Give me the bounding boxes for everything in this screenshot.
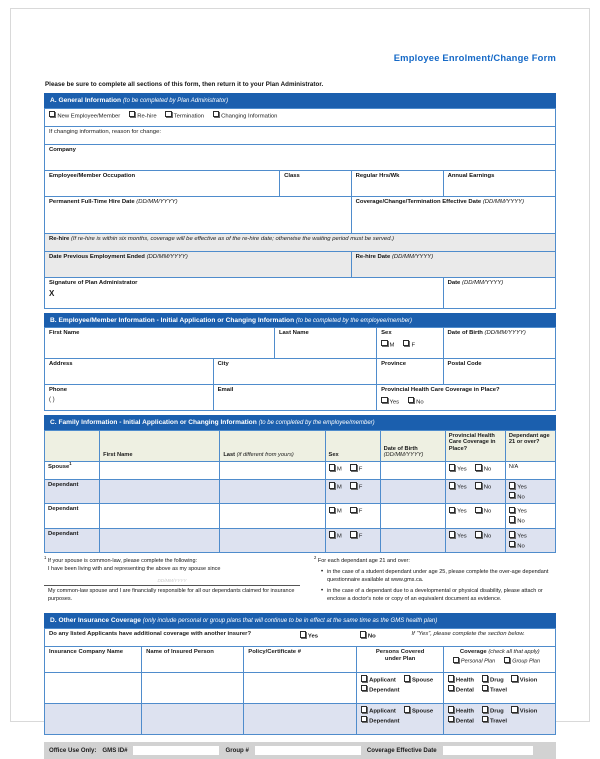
checkbox-icon[interactable] [350, 482, 356, 488]
checkbox-icon[interactable] [448, 685, 454, 691]
hire-date-label: Permanent Full-Time Hire Date [49, 198, 135, 205]
checkbox-option-sex-male[interactable]: M [329, 506, 342, 516]
date-of-birth-label: Date of Birth [447, 330, 483, 337]
section-a [44, 93, 556, 309]
section-b-title: Employee/Member Information - Initial Application or Changing Information [58, 316, 295, 324]
checkbox-icon[interactable] [509, 492, 515, 498]
section-a-title: General Information [58, 97, 122, 104]
postal-code-label: Postal Code [447, 361, 482, 368]
checkbox-option-sex-female[interactable]: F [350, 506, 362, 516]
coverage-types-cell[interactable] [443, 672, 555, 703]
row-label-spouse: Spouse$^1$ [45, 461, 100, 479]
spouse-dob-input[interactable] [380, 461, 445, 479]
column-header-dependant-over-21: Dependant age 21 or over? [505, 430, 555, 461]
section-a-header [44, 93, 556, 108]
checkbox-option-phc-yes[interactable] [381, 397, 399, 407]
table-row [45, 196, 556, 233]
phone-field[interactable] [45, 385, 214, 411]
spouse-first-name-input[interactable] [100, 461, 220, 479]
province-field[interactable] [377, 359, 443, 385]
checkbox-icon[interactable] [475, 531, 481, 537]
checkbox-icon[interactable] [361, 685, 367, 691]
rehire-date-format: (DD/MM/YYYY) [391, 253, 434, 260]
footnote-2-marker: 2 [314, 555, 317, 561]
status-options-cell [45, 108, 556, 126]
footnote-1-line3: My common-law spouse and I are financially responsible for all our dependants claimed for insurance purposes. [48, 588, 295, 603]
annual-earnings-field[interactable] [443, 170, 555, 196]
checkbox-option-yes[interactable]: Yes [509, 531, 527, 541]
signature-label: Signature of Plan Administrator [49, 279, 138, 286]
class-label: Class [284, 172, 300, 179]
gms-id-input[interactable] [133, 746, 219, 755]
checkbox-option-sex-male[interactable]: M [329, 531, 342, 541]
footnote-1-marker: 1 [44, 555, 47, 561]
policy-number-input[interactable] [244, 672, 356, 703]
office-use-bar [44, 742, 556, 759]
checkbox-option-applicant[interactable]: Applicant [361, 706, 396, 716]
checkbox-icon[interactable] [361, 716, 367, 722]
previous-employment-end-label: Date Previous Employment Ended [49, 253, 145, 260]
section-b-table [44, 327, 556, 411]
postal-code-field[interactable] [443, 359, 555, 385]
checkbox-icon[interactable] [448, 706, 454, 712]
persons-covered-cell[interactable] [356, 703, 443, 734]
checkbox-option-dental[interactable]: Dental [448, 685, 474, 695]
checkbox-icon[interactable] [381, 340, 387, 346]
intro-text: Please be sure to complete all sections of this form, then return it to your Plan Administrator. [45, 81, 324, 88]
company-field[interactable] [45, 144, 556, 170]
column-header-policy-number: Policy/Certificate # [244, 646, 356, 672]
table-row [45, 385, 556, 411]
row-label-dependant: Dependant [45, 528, 100, 553]
occupation-field[interactable] [45, 170, 280, 196]
section-c-subtitle: (to be completed by the employee/member) [258, 420, 375, 427]
checkbox-icon[interactable] [475, 507, 481, 513]
section-c-footnotes [44, 555, 556, 607]
column-header-rowtype [45, 430, 100, 461]
hire-date-format: (DD/MM/YYYY) [136, 198, 178, 205]
sex-field[interactable] [377, 328, 443, 359]
last-name-field[interactable] [274, 328, 376, 359]
checkbox-icon[interactable] [504, 657, 510, 663]
table-row [45, 359, 556, 385]
checkbox-option-dependant[interactable]: Dependant [361, 685, 400, 695]
row-label-dependant: Dependant [45, 479, 100, 504]
signature-date-field[interactable] [443, 277, 555, 308]
section-b-letter: B. [50, 316, 57, 324]
section-c [44, 415, 556, 607]
checkbox-option-travel[interactable]: Travel [482, 685, 507, 695]
checkbox-option-sex-female[interactable]: F [350, 464, 362, 474]
table-row [45, 504, 556, 529]
dependant-over21-cell[interactable] [505, 504, 555, 529]
reason-for-change-field[interactable] [45, 126, 556, 144]
company-label: Company [49, 146, 76, 153]
checkbox-icon[interactable] [482, 685, 488, 691]
additional-coverage-hint: If “Yes”, please complete the section below. [411, 630, 525, 637]
section-a-letter: A. [50, 97, 57, 104]
gms-id-label: GMS ID# [102, 746, 128, 754]
checkbox-option-yes[interactable]: Yes [449, 531, 467, 541]
option-label: Termination [173, 112, 205, 119]
checkbox-icon[interactable] [329, 507, 335, 513]
reason-for-change-label: If changing information, reason for change: [49, 128, 161, 135]
section-d-subtitle: (only include personal or group plans that will continue to be in effect at the same time as the GMS health plan) [142, 618, 438, 625]
plan-administrator-signature-field[interactable] [45, 277, 444, 308]
rehire-band [45, 233, 556, 251]
column-header-provincial-health-coverage: Provincial Health Care Coverage in Place? [445, 430, 505, 461]
column-header-date-of-birth: Date of Birth (DD/MM/YYYY) [380, 430, 445, 461]
checkbox-icon[interactable] [509, 482, 515, 488]
checkbox-icon[interactable] [350, 507, 356, 513]
checkbox-icon[interactable] [482, 716, 488, 722]
city-label: City [217, 361, 229, 368]
table-row [45, 277, 556, 308]
table-row [45, 233, 556, 251]
dependant-last-name-input[interactable] [220, 479, 325, 504]
dependant-dob-input[interactable] [380, 504, 445, 529]
checkbox-option-re-hire[interactable] [129, 111, 157, 121]
column-header-insurance-company: Insurance Company Name [45, 646, 142, 672]
section-d-table [44, 628, 556, 735]
dependant-sex-cell[interactable] [325, 528, 380, 553]
checkbox-option-health[interactable]: Health [448, 706, 474, 716]
spouse-over21-cell: N/A [505, 461, 555, 479]
checkbox-option-drug[interactable]: Drug [482, 706, 504, 716]
table-row [45, 479, 556, 504]
list-item: • in the case of a dependant due to a developmental or physical disability, please attach or enclose a doctor's note or copy of an equivalent document as evidence. [322, 588, 556, 604]
checkbox-option-no[interactable]: No [475, 464, 491, 474]
table-row [45, 528, 556, 553]
regular-hours-label: Regular Hrs/Wk [355, 172, 400, 179]
checkbox-icon[interactable] [329, 464, 335, 470]
column-header-sex: Sex [325, 430, 380, 461]
table-row [45, 328, 556, 359]
checkbox-option-sex-male[interactable]: M [329, 482, 342, 492]
insured-person-input[interactable] [142, 703, 244, 734]
rehire-band-label: Re-hire [49, 235, 70, 242]
phone-mask: ( ) [49, 396, 55, 403]
list-item: • in the case of a student dependant under age 25, please complete the over-age dependant questionnaire available at www.gms.ca. [322, 569, 556, 585]
checkbox-icon[interactable] [329, 531, 335, 537]
checkbox-option-travel[interactable]: Travel [482, 716, 507, 726]
dependant-phc-cell[interactable] [445, 479, 505, 504]
checkbox-option-personal-plan[interactable]: Personal Plan [453, 656, 496, 665]
section-b-header [44, 313, 556, 328]
additional-coverage-yes[interactable]: Yes [300, 631, 360, 644]
checkbox-icon[interactable] [403, 340, 409, 346]
signature-date-format: (DD/MM/YYYY) [461, 279, 504, 286]
checkbox-option-spouse[interactable]: Spouse [404, 675, 434, 685]
checkbox-option-dependant[interactable]: Dependant [361, 716, 400, 726]
regular-hours-field[interactable] [351, 170, 443, 196]
checkbox-icon[interactable] [350, 531, 356, 537]
section-d-letter: D. [50, 617, 57, 625]
checkbox-option-vision[interactable]: Vision [511, 675, 537, 685]
checkbox-icon[interactable] [381, 397, 387, 403]
section-a-subtitle: (to be completed by Plan Administrator) [122, 98, 229, 104]
checkbox-icon[interactable] [213, 111, 219, 117]
checkbox-option-yes[interactable]: Yes [449, 464, 467, 474]
previous-employment-end-field[interactable] [45, 251, 352, 277]
signature-date-label: Date [447, 279, 461, 286]
table-row [45, 672, 556, 703]
checkbox-icon[interactable] [404, 675, 410, 681]
rehire-band-note: (If re-hire is within six months, coverage will be effective as of the re-hire date; otherwise the waiting period must be served.) [70, 235, 395, 242]
checkbox-icon[interactable] [509, 541, 515, 547]
checkbox-icon[interactable] [449, 482, 455, 488]
table-header-row [45, 430, 556, 461]
footnote-2 [314, 555, 556, 607]
coverage-effective-date-label: Coverage Effective Date [366, 746, 437, 754]
insurance-company-input[interactable] [45, 703, 142, 734]
option-label: Changing Information [221, 112, 278, 119]
signature-x-mark: X [49, 288, 55, 298]
section-d [44, 613, 556, 735]
column-header-first-name: First Name [100, 430, 220, 461]
table-row [45, 144, 556, 170]
checkbox-icon[interactable] [482, 675, 488, 681]
checkbox-option-health[interactable]: Health [448, 675, 474, 685]
footnote-1 [44, 555, 300, 607]
email-label: Email [217, 387, 234, 394]
checkbox-option-changing-information[interactable] [213, 111, 278, 121]
previous-employment-end-format: (DD/MM/YYYY) [146, 253, 188, 260]
checkbox-icon[interactable] [509, 531, 515, 537]
checkbox-option-dental[interactable]: Dental [448, 716, 474, 726]
checkbox-option-no[interactable]: No [475, 506, 491, 516]
section-d-header [44, 613, 556, 628]
option-label: F [411, 341, 416, 348]
column-header-insured-person: Name of Insured Person [142, 646, 244, 672]
provincial-health-coverage-field[interactable] [377, 385, 556, 411]
checkbox-option-yes[interactable]: Yes [509, 506, 527, 516]
checkbox-option-termination[interactable] [165, 111, 204, 121]
checkbox-option-sex-male[interactable] [381, 340, 394, 350]
annual-earnings-label: Annual Earnings [447, 172, 495, 179]
address-label: Address [49, 361, 73, 368]
city-field[interactable] [213, 359, 377, 385]
policy-number-input[interactable] [244, 703, 356, 734]
column-header-last-name: Last (if different from yours) [220, 430, 325, 461]
row-label-dependant: Dependant [45, 504, 100, 529]
dependant-first-name-input[interactable] [100, 479, 220, 504]
section-c-table [44, 430, 556, 554]
sex-label: Sex [381, 330, 392, 337]
checkbox-icon[interactable] [475, 464, 481, 470]
footnote-2-list [314, 569, 556, 604]
email-field[interactable] [213, 385, 377, 411]
persons-covered-cell[interactable] [356, 672, 443, 703]
rehire-date-field[interactable] [351, 251, 555, 277]
checkbox-icon[interactable] [511, 706, 517, 712]
checkbox-option-new-employee[interactable] [49, 111, 120, 121]
dependant-dob-input[interactable] [380, 479, 445, 504]
dependant-sex-cell[interactable] [325, 479, 380, 504]
effective-date-field[interactable] [351, 196, 555, 233]
section-d-title: Other Insurance Coverage [58, 617, 141, 625]
address-field[interactable] [45, 359, 214, 385]
table-row [45, 628, 556, 646]
province-label: Province [381, 361, 407, 368]
spouse-sex-cell[interactable] [325, 461, 380, 479]
dependant-first-name-input[interactable] [100, 528, 220, 553]
dependant-over21-cell[interactable] [505, 479, 555, 504]
dependant-last-name-input[interactable] [220, 528, 325, 553]
checkbox-icon[interactable] [448, 716, 454, 722]
section-b [44, 313, 556, 412]
additional-coverage-no[interactable]: No [360, 631, 412, 644]
checkbox-icon[interactable] [449, 507, 455, 513]
common-law-date-hint: DD/MM/YYYY [157, 577, 187, 583]
first-name-label: First Name [49, 330, 80, 337]
section-c-header [44, 415, 556, 430]
checkbox-icon[interactable] [329, 482, 335, 488]
effective-date-label: Coverage/Change/Termination Effective Date [355, 198, 482, 205]
checkbox-option-sex-female[interactable]: F [350, 531, 362, 541]
option-label: New Employee/Member [57, 112, 121, 119]
group-number-label: Group # [225, 746, 249, 754]
group-number-input[interactable] [255, 746, 361, 755]
checkbox-option-no[interactable]: No [509, 541, 525, 551]
office-use-label: Office Use Only: [49, 746, 97, 754]
column-header-persons-covered: Persons Covered under Plan [356, 646, 443, 672]
checkbox-icon[interactable] [448, 675, 454, 681]
footnote-1-line2: I have been living with and representing the above as my spouse since [48, 566, 221, 573]
checkbox-option-sex-male[interactable]: M [329, 464, 342, 474]
checkbox-option-no[interactable]: No [509, 516, 525, 526]
footnote-2-intro: For each dependant age 21 and over: [317, 558, 410, 565]
checkbox-option-spouse[interactable]: Spouse [404, 706, 434, 716]
class-field[interactable] [280, 170, 352, 196]
checkbox-option-yes[interactable]: Yes [449, 506, 467, 516]
checkbox-icon[interactable] [408, 397, 414, 403]
dependant-over21-cell[interactable] [505, 528, 555, 553]
checkbox-option-no[interactable]: No [475, 482, 491, 492]
table-row [45, 108, 556, 126]
option-label: Yes [389, 398, 400, 405]
checkbox-icon[interactable] [360, 631, 366, 637]
checkbox-icon[interactable] [49, 111, 55, 117]
checkbox-icon[interactable] [509, 507, 515, 513]
additional-coverage-question: Do any listed Applicants have additional coverage with another insurer? [49, 631, 300, 644]
spouse-last-name-input[interactable] [220, 461, 325, 479]
checkbox-option-applicant[interactable]: Applicant [361, 675, 396, 685]
checkbox-option-sex-female[interactable]: F [350, 482, 362, 492]
checkbox-icon[interactable] [453, 657, 459, 663]
checkbox-icon[interactable] [300, 631, 306, 637]
dependant-phc-cell[interactable] [445, 528, 505, 553]
checkbox-option-drug[interactable]: Drug [482, 675, 504, 685]
checkbox-icon[interactable] [361, 675, 367, 681]
option-label: Re-hire [137, 112, 157, 119]
table-row [45, 703, 556, 734]
checkbox-icon[interactable] [165, 111, 171, 117]
date-of-birth-field[interactable] [443, 328, 555, 359]
checkbox-option-group-plan[interactable]: Group Plan [504, 656, 540, 665]
checkbox-icon[interactable] [511, 675, 517, 681]
checkbox-option-no[interactable]: No [475, 531, 491, 541]
checkbox-option-no[interactable]: No [509, 492, 525, 502]
table-row [45, 251, 556, 277]
dependant-phc-cell[interactable] [445, 504, 505, 529]
checkbox-option-yes[interactable]: Yes [449, 482, 467, 492]
footnote-1-line1: If your spouse is common-law, please complete the following: [47, 558, 198, 565]
rehire-date-label: Re-hire Date [355, 253, 391, 260]
checkbox-option-yes[interactable]: Yes [509, 482, 527, 492]
coverage-types-cell[interactable] [443, 703, 555, 734]
common-law-date-input[interactable] [44, 575, 300, 586]
dependant-sex-cell[interactable] [325, 504, 380, 529]
date-of-birth-format: (DD/MM/YYYY) [484, 330, 526, 337]
checkbox-icon[interactable] [350, 464, 356, 470]
checkbox-icon[interactable] [449, 464, 455, 470]
option-label: M [389, 341, 395, 348]
checkbox-icon[interactable] [482, 706, 488, 712]
checkbox-icon[interactable] [129, 111, 135, 117]
checkbox-icon[interactable] [509, 516, 515, 522]
provincial-health-coverage-label: Provincial Health Care Coverage in Place? [381, 387, 500, 394]
coverage-effective-date-input[interactable] [443, 746, 533, 755]
effective-date-format: (DD/MM/YYYY) [482, 198, 525, 205]
section-c-title: Family Information - Initial Application or Changing Information [58, 419, 257, 427]
table-header-row [45, 646, 556, 672]
first-name-field[interactable] [45, 328, 275, 359]
checkbox-icon[interactable] [475, 482, 481, 488]
dependant-dob-input[interactable] [380, 528, 445, 553]
checkbox-option-sex-female[interactable] [403, 340, 415, 350]
table-row [45, 170, 556, 196]
dependant-last-name-input[interactable] [220, 504, 325, 529]
additional-coverage-question-cell [45, 628, 556, 646]
phone-label: Phone [49, 387, 67, 394]
table-row [45, 126, 556, 144]
checkbox-icon[interactable] [361, 706, 367, 712]
checkbox-option-vision[interactable]: Vision [511, 706, 537, 716]
insured-person-input[interactable] [142, 672, 244, 703]
hire-date-field[interactable] [45, 196, 352, 233]
insurance-company-input[interactable] [45, 672, 142, 703]
option-label: No [416, 398, 424, 405]
column-header-coverage: Coverage (check all that apply) Personal Plan Group Plan [443, 646, 555, 672]
dependant-first-name-input[interactable] [100, 504, 220, 529]
table-row [45, 461, 556, 479]
checkbox-icon[interactable] [449, 531, 455, 537]
checkbox-icon[interactable] [404, 706, 410, 712]
occupation-label: Employee/Member Occupation [49, 172, 136, 179]
form-content [44, 52, 556, 759]
spouse-phc-cell[interactable] [445, 461, 505, 479]
section-a-table [44, 108, 556, 309]
section-c-letter: C. [50, 419, 57, 427]
page-title: Employee Enrolment/Change Form [393, 52, 556, 63]
checkbox-option-phc-no[interactable] [408, 397, 424, 407]
section-b-subtitle: (to be completed by the employee/member) [295, 317, 413, 324]
last-name-label: Last Name [278, 330, 309, 337]
